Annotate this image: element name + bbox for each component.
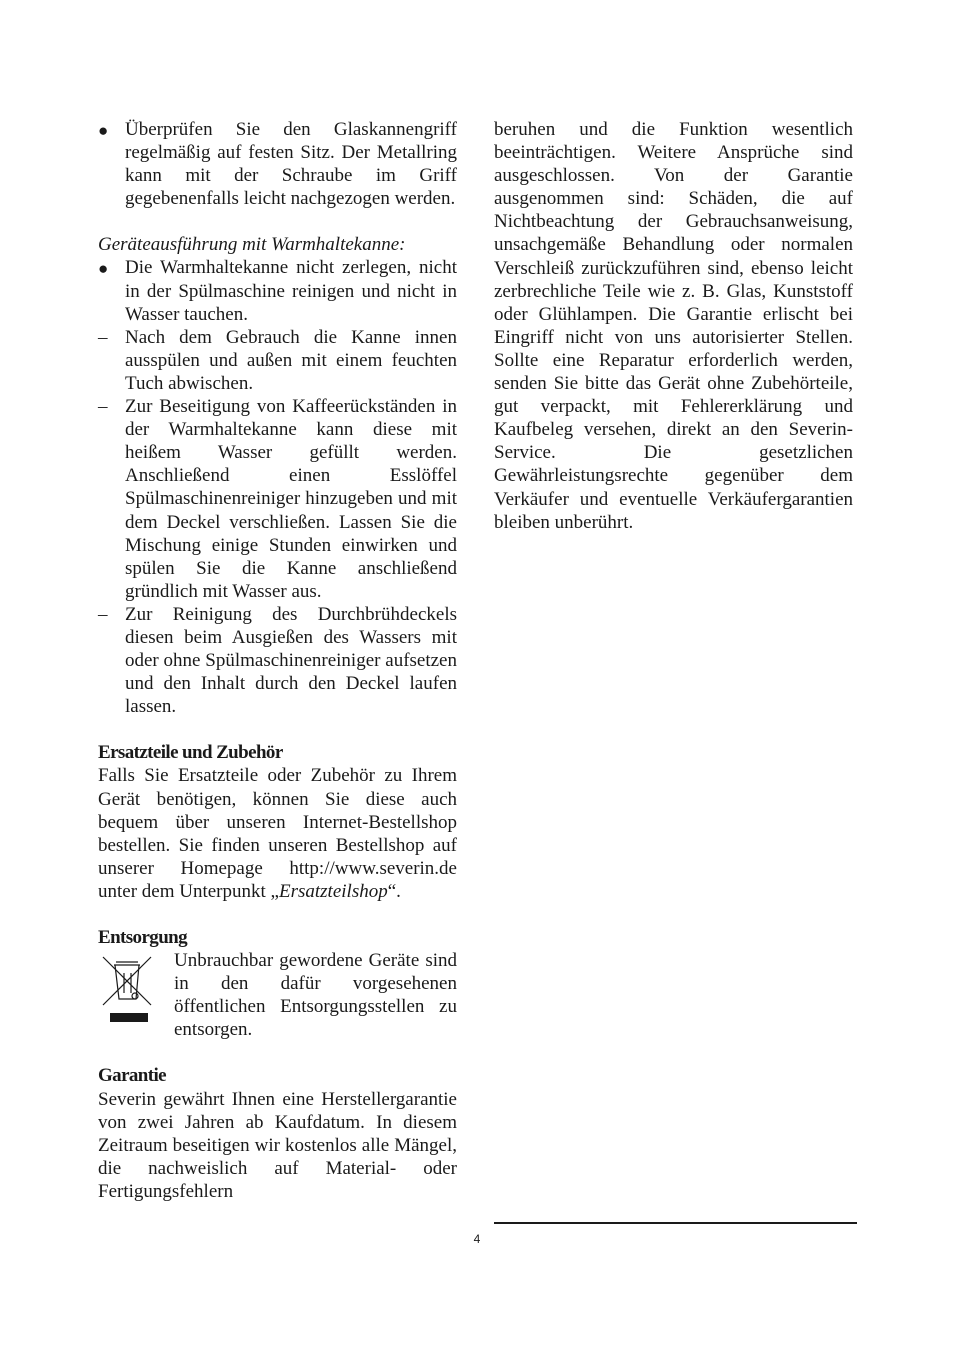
warranty-heading: Garantie: [98, 1065, 167, 1087]
left-column: [98, 118, 457, 1203]
page-number: 4: [473, 1232, 481, 1246]
disposal-heading: Entsorgung: [98, 927, 188, 948]
disposal-text: Unbrauchbar gewordene Geräte sind in den dafür vorgesehenen öffentlichen Entsorgungsstellen zu entsorgen.: [174, 950, 457, 1041]
warranty-text-start: Severin gewährt Ihnen eine Herstellergarantie von zwei Jahren ab Kaufdatum. In diesem Zeitraum beseitigen wir kostenlos alle Mängel, die nachweislich auf Material- oder Fertigungsfehlern: [98, 1088, 457, 1202]
spares-heading: Ersatzteile und Zubehör: [98, 742, 283, 764]
thermo-subheading: Geräteausführung mit Warmhaltekanne:: [98, 234, 406, 256]
bullet-icon: ●: [98, 121, 109, 140]
right-column: [494, 118, 853, 534]
warranty-text-continued: beruhen und die Funktion wesentlich beeinträchtigen. Weitere Ansprüche sind ausgeschlossen. Von der Garantie ausgenommen sind: Schäden, die auf Nichtbeachtung der Gebrauchsanweisung, unsachgemäße Behandlung oder normalen Verschleiß zurückzuführen sind, ebenso leicht zerbrechliche Teile wie z. B. Glas, Kunststoff oder Glühlampen. Die Garantie erlischt bei Eingriff nicht von uns autorisierter Stellen. Sollte eine Reparatur erforderlich werden, senden Sie bitte das Gerät ohne Zubehörteile, gut verpackt, mit Fehlererklärung und Kaufbeleg versehen, direkt an den Severin-Service. Die gesetzlichen Gewährleistungsrechte gegenüber dem Verkäufer und eventuelle Verkäufergarantien bleiben unberührt.: [494, 119, 853, 533]
dash-text: Zur Beseitigung von Kaffeerückständen in der Warmhaltekanne kann diese mit heißem Wasser gefüllt werden. Anschließend einen Esslöffel Spülmaschinenreiniger hinzugeben und mit dem Deckel verschließen. Lassen Sie die Mischung einige Stunden einwirken und spülen Sie die Kanne anschließend gründlich mit Wasser aus.: [125, 396, 457, 602]
dash-item: [98, 326, 457, 395]
disposal-block: [98, 949, 457, 1041]
dash-text: Nach dem Gebrauch die Kanne innen ausspülen und außen mit einem feuchten Tuch abwischen.: [125, 326, 457, 394]
bullet-item-thermo: [98, 256, 457, 325]
dash-icon: –: [98, 396, 108, 418]
dash-item: [98, 395, 457, 603]
bullet-icon: ●: [98, 259, 109, 279]
spares-shop-link-text: Ersatzteilshop: [278, 880, 388, 902]
spares-paragraph: [98, 764, 457, 903]
dash-text: Zur Reinigung des Durchbrühdeckels diesen beim Ausgießen des Wassers mit oder ohne Spülmaschinenreiniger aufsetzen und den Inhalt durch den Deckel laufen lassen.: [125, 603, 457, 718]
bullet-text: Die Warmhaltekanne nicht zerlegen, nicht in der Spülmaschine reinigen und nicht in Wasser tauchen.: [125, 257, 457, 325]
bullet-text: Überprüfen Sie den Glaskannengriff regelmäßig auf festen Sitz. Der Metallring kann mit der Schraube im Griff gegebenenfalls leicht nachgezogen werden.: [125, 119, 457, 210]
spares-text-end: “.: [387, 880, 401, 902]
dash-icon: –: [98, 603, 108, 625]
footer-rule: [494, 1222, 857, 1224]
dash-item: [98, 603, 457, 718]
bullet-item-handle-check: [98, 118, 457, 210]
dash-icon: –: [98, 326, 108, 348]
crossed-out-wheelie-bin-icon: [100, 953, 154, 1027]
spares-text: Falls Sie Ersatzteile oder Zubehör zu Ihrem Gerät benötigen, können Sie diese auch bequem über unseren Internet-Bestellshop bestellen. Sie finden unseren Bestellshop auf unserer Homepage http://www.severin.de unter dem Unterpunkt „: [98, 765, 457, 902]
